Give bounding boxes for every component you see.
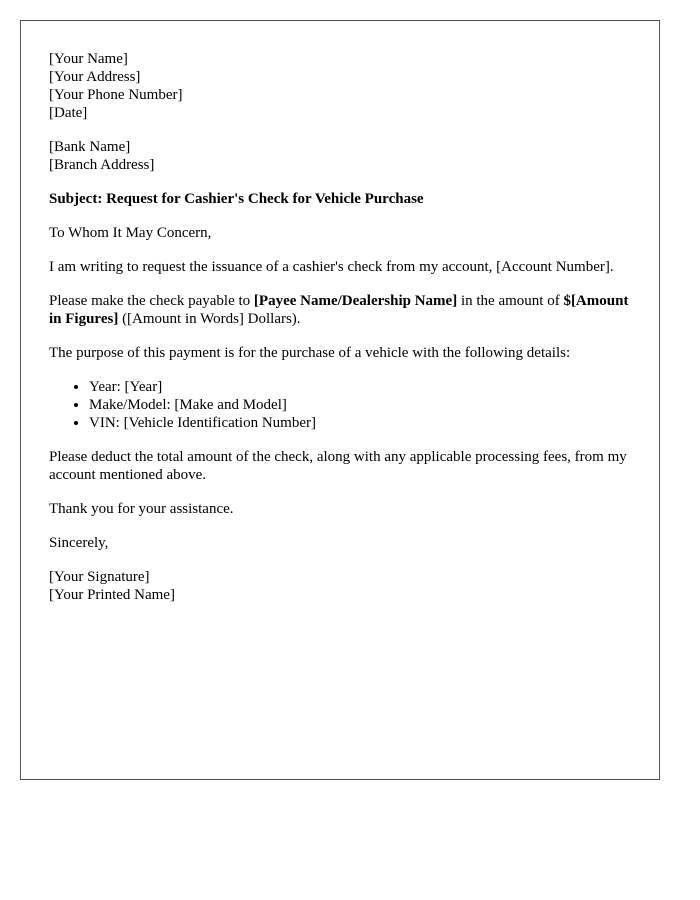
subject-line: Subject: Request for Cashier's Check for Vehicle Purchase (49, 191, 424, 207)
payee-text-2: in the amount of (457, 293, 564, 309)
recipient-block (49, 138, 631, 174)
list-item: • Year: [Year] (89, 378, 631, 396)
sender-block (49, 50, 631, 122)
branch-address: [Branch Address] (49, 157, 155, 173)
payee-name: [Payee Name/Dealership Name] (253, 293, 458, 309)
request-paragraph: I am writing to request the issuance of a cashier's check from my account, [Account Number]. (49, 259, 614, 275)
payee-text-1: Please make the check payable to (49, 293, 254, 309)
sender-address: [Your Address] (49, 69, 141, 85)
payee-paragraph (49, 292, 631, 328)
sender-phone: [Your Phone Number] (49, 87, 183, 103)
printed-name: [Your Printed Name] (49, 587, 175, 603)
deduct-paragraph: Please deduct the total amount of the check, along with any applicable processing fees, from my account mentioned above. (49, 449, 627, 483)
salutation: To Whom It May Concern, (49, 225, 212, 241)
list-item: • VIN: [Vehicle Identification Number] (89, 414, 631, 432)
sender-name: [Your Name] (49, 51, 128, 67)
thanks-line: Thank you for your assistance. (49, 501, 234, 517)
signature-line: [Your Signature] (49, 569, 150, 585)
purpose-paragraph: The purpose of this payment is for the purchase of a vehicle with the following details: (49, 345, 571, 361)
vehicle-details-list (49, 378, 631, 432)
signature-block (49, 568, 631, 604)
letter-page (20, 20, 660, 780)
list-item: • Make/Model: [Make and Model] (89, 396, 631, 414)
amount-figures: $[Amount in Figures] (49, 293, 629, 327)
payee-text-3: ([Amount in Words] Dollars). (118, 311, 301, 327)
letter-date: [Date] (49, 105, 88, 121)
bank-name: [Bank Name] (49, 139, 131, 155)
closing-line: Sincerely, (49, 535, 109, 551)
